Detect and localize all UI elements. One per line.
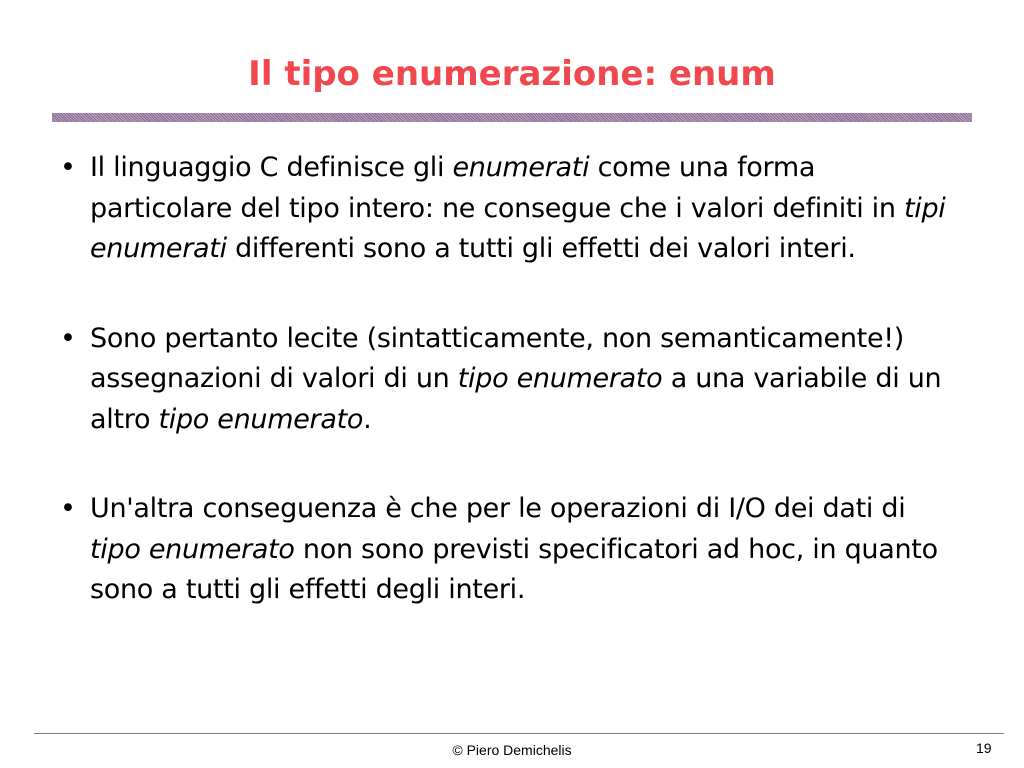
slide-title: Il tipo enumerazione: enum [248, 54, 776, 94]
bullet-italic-term: tipo enumerato [158, 403, 364, 435]
bullet-italic-term: enumerati [452, 152, 590, 183]
bullet-text-segment: Sono pertanto lecite (sintatticamente, non semanticamente!) assegnazioni di valori di un [90, 322, 905, 394]
bullet-italic-term: tipo enumerato [90, 533, 295, 565]
bullet-text-segment: Un'altra conseguenza è che per le operazioni di I/O dei dati di [90, 493, 906, 524]
bullet-italic-term: tipi enumerati [90, 192, 946, 264]
bullet-item [58, 148, 958, 270]
bullet-list [58, 148, 958, 611]
bullet-text-segment: . [363, 403, 372, 435]
bullet-text-segment: non sono previsti specificatori ad hoc, in quanto sono a tutti gli effetti degli interi. [90, 533, 938, 605]
bullet-item [58, 489, 958, 611]
footer-copyright: © Piero Demichelis [452, 742, 572, 758]
title-divider [52, 113, 972, 122]
bullet-item [58, 319, 958, 441]
page-number: 19 [976, 740, 992, 756]
bullet-text-segment: Il linguaggio C definisce gli [90, 152, 453, 183]
bullet-text-segment: come una forma particolare del tipo intero: ne consegue che i valori definiti in [90, 152, 904, 224]
bullet-marker: • [60, 152, 76, 183]
bullet-marker: • [60, 493, 76, 524]
bullet-text-segment: a una variabile di un altro [90, 363, 942, 435]
bullet-marker: • [60, 322, 76, 354]
bullet-italic-term: tipo enumerato [457, 363, 663, 394]
bullet-text-segment: differenti sono a tutti gli effetti dei valori interi. [226, 233, 856, 264]
footer-divider [34, 733, 1004, 734]
